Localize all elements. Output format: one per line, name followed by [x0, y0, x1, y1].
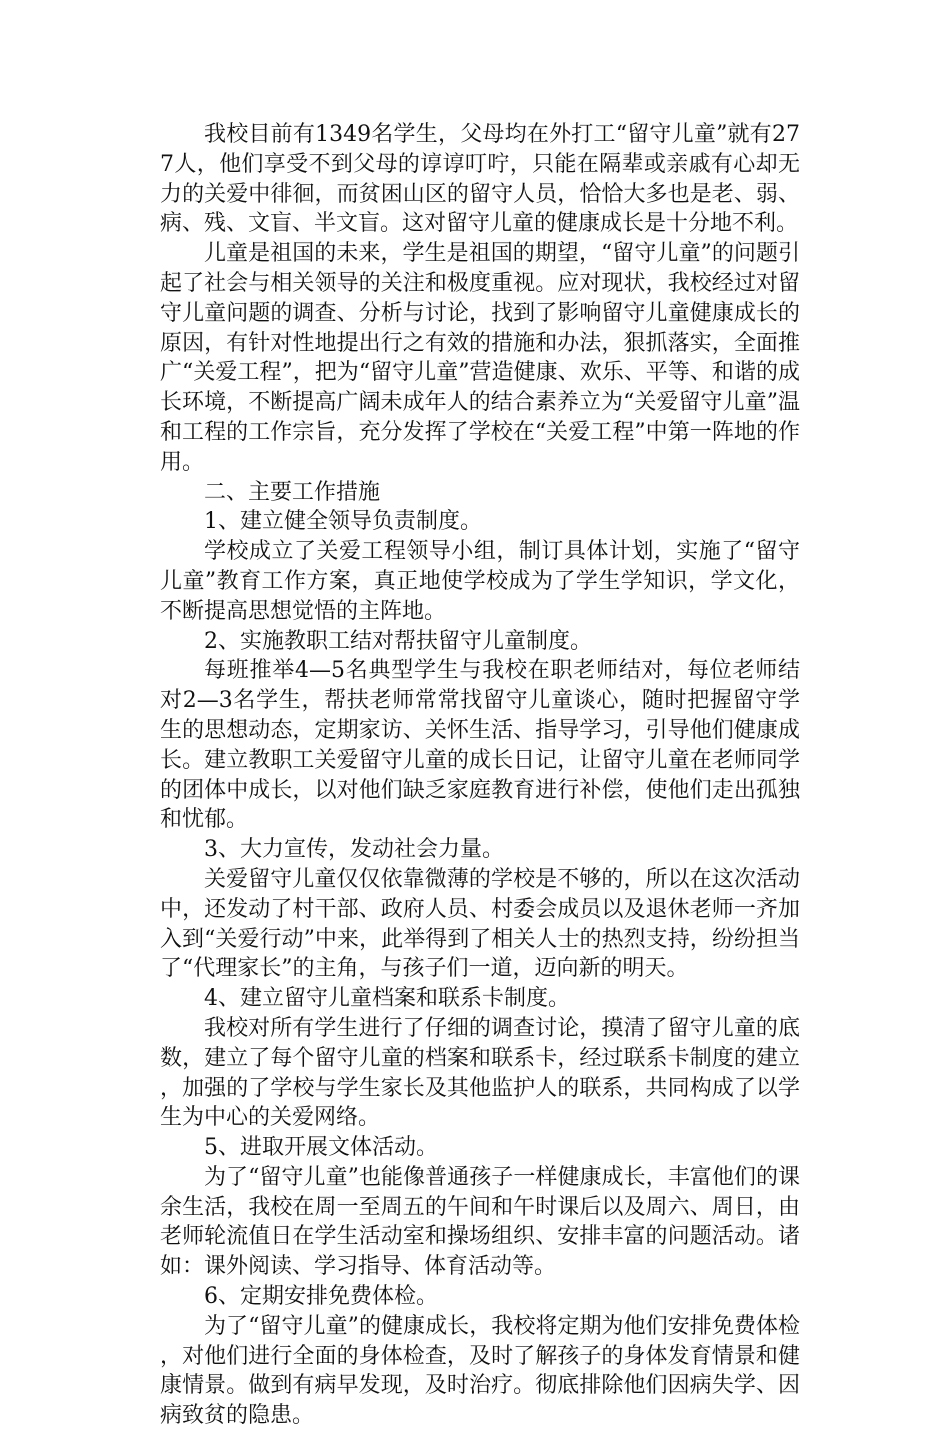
measure-heading-6: 6、定期安排免费体检。 — [204, 1284, 438, 1310]
measure-heading-5: 5、进取开展文体活动。 — [204, 1135, 438, 1161]
measure-body-4: 我校对所有学生进行了仔细的调查讨论，摸清了留守儿童的底数，建立了每个留守儿童的档案和联系卡，经过联系卡制度的建立，加强的了学校与学生家长及其他监护人的联系，共同构成了以学生为中心的关爱网络。 — [160, 1015, 800, 1131]
measure-body-3: 关爱留守儿童仅仅依靠微薄的学校是不够的，所以在这次活动中，还发动了村干部、政府人员、村委会成员以及退休老师一齐加入到“关爱行动”中来，此举得到了相关人士的热烈支持，纷纷担当了“代理家长”的主角，与孩子们一道，迈向新的明天。 — [160, 866, 800, 982]
measure-body-6: 为了“留守儿童”的健康成长，我校将定期为他们安排免费体检，对他们进行全面的身体检查，及时了解孩子的身体发育情景和健康情景。做到有病早发现，及时治疗。彻底排除他们因病失学、因病致贫的隐患。 — [160, 1313, 800, 1429]
measure-body-1: 学校成立了关爱工程领导小组，制订具体计划，实施了“留守儿童”教育工作方案，真正地使学校成为了学生学知识，学文化，不断提高思想觉悟的主阵地。 — [160, 539, 800, 624]
section-heading-measures: 二、主要工作措施 — [204, 479, 381, 505]
measure-heading-1: 1、建立健全领导负责制度。 — [204, 509, 482, 535]
measure-heading-4: 4、建立留守儿童档案和联系卡制度。 — [204, 986, 570, 1012]
paragraph-intro-stats: 我校目前有1349名学生，父母均在外打工“留守儿童”就有277人，他们享受不到父母的谆谆叮咛，只能在隔辈或亲戚有心却无力的关爱中徘徊，而贫困山区的留守人员，恰恰大多也是老、弱、病、残、文盲、半文盲。这对留守儿童的健康成长是十分地不利。 — [160, 122, 800, 237]
measure-heading-2: 2、实施教职工结对帮扶留守儿童制度。 — [204, 628, 592, 654]
measure-body-2: 每班推举4—5名典型学生与我校在职老师结对，每位老师结对2—3名学生，帮扶老师常常找留守儿童谈心，随时把握留守学生的思想动态，定期家访、关怀生活、指导学习，引导他们健康成长。建立教职工关爱留守儿童的成长日记，让留守儿童在老师同学的团体中成长，以对他们缺乏家庭教育进行补偿，使他们走出孤独和忧郁。 — [160, 658, 800, 833]
measure-body-5: 为了“留守儿童”也能像普通孩子一样健康成长，丰富他们的课余生活，我校在周一至周五的午间和午时课后以及周六、周日，由老师轮流值日在学生活动室和操场组织、安排丰富的问题活动。诸如：课外阅读、学习指导、体育活动等。 — [160, 1164, 800, 1280]
document-body — [160, 120, 800, 1431]
measure-heading-3: 3、大力宣传，发动社会力量。 — [204, 837, 504, 863]
paragraph-background: 儿童是祖国的未来，学生是祖国的期望，“留守儿童”的问题引起了社会与相关领导的关注和极度重视。应对现状，我校经过对留守儿童问题的调查、分析与讨论，找到了影响留守儿童健康成长的原因，有针对性地提出行之有效的措施和办法，狠抓落实，全面推广“关爱工程”，把为“留守儿童”营造健康、欢乐、平等、和谐的成长环境，不断提高广阔未成年人的结合素养立为“关爱留守儿童”温和工程的工作宗旨，充分发挥了学校在“关爱工程”中第一阵地的作用。 — [160, 241, 800, 475]
